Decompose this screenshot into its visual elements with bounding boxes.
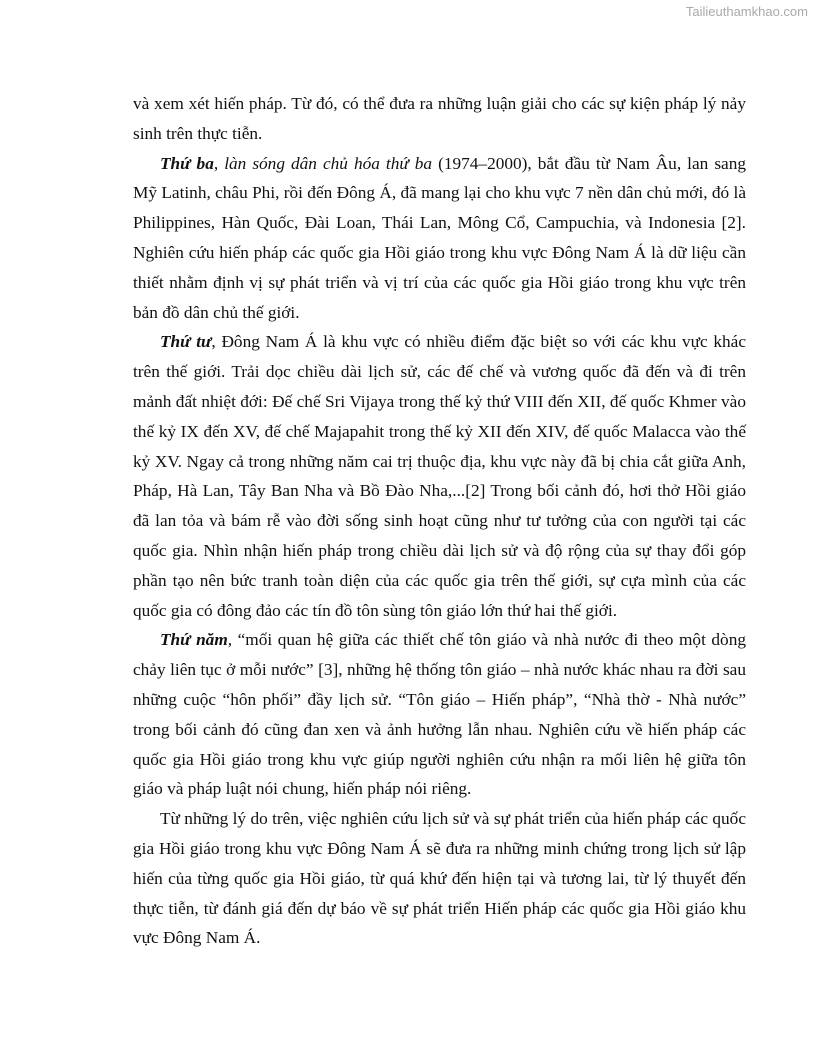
watermark: Tailieuthamkhao.com — [685, 4, 808, 19]
paragraph-2 — [133, 149, 746, 328]
paragraph-4-lead: Thứ năm — [160, 630, 228, 650]
paragraph-4-text: , “mối quan hệ giữa các thiết chế tôn giáo và nhà nước đi theo một dòng chảy liên tục ở mỗi nước” [3], những hệ thống tôn giáo – nhà nước khác nhau ra đời sau những cuộc “hôn phối” đầy lịch sử. “Tôn giáo – Hiến pháp”, “Nhà thờ - Nhà nước” trong bối cảnh đó cũng đan xen và ảnh hưởng lẫn nhau. Nghiên cứu về hiến pháp các quốc gia Hồi giáo trong khu vực giúp người nghiên cứu nhận ra mối liên hệ giữa tôn giáo và pháp luật nói chung, hiến pháp nói riêng. — [133, 630, 746, 799]
paragraph-3 — [133, 327, 746, 625]
paragraph-3-lead: Thứ tư — [160, 332, 212, 352]
paragraph-2-separator: , — [213, 153, 225, 173]
paragraph-5: Từ những lý do trên, việc nghiên cứu lịch sử và sự phát triển của hiến pháp các quốc gia Hồi giáo trong khu vực Đông Nam Á sẽ đưa ra những minh chứng trong lịch sử lập hiến của từng quốc gia Hồi giáo, từ quá khứ đến hiện tại và tương lai, từ lý thuyết đến thực tiễn, từ đánh giá đến dự báo về sự phát triển Hiến pháp các quốc gia Hồi giáo khu vực Đông Nam Á. — [133, 809, 746, 948]
paragraph-4 — [133, 625, 746, 804]
document-body — [133, 89, 746, 953]
paragraph-2-lead: Thứ ba — [160, 153, 214, 173]
paragraph-3-text: , Đông Nam Á là khu vực có nhiều điểm đặc biệt so với các khu vực khác trên thế giới. Trải dọc chiều dài lịch sử, các đế chế và vương quốc đã đến và đi trên mảnh đất nhiệt đới: Đế chế Sri Vijaya trong thế kỷ thứ VIII đến XII, đế quốc Khmer vào thế kỷ IX đến XV, đế chế Majapahit trong thế kỷ XII đến XIV, đế quốc Malacca vào thế kỷ XV. Ngay cả trong những năm cai trị thuộc địa, khu vực này đã bị chia cắt giữa Anh, Pháp, Hà Lan, Tây Ban Nha và Bồ Đào Nha,...[2] Trong bối cảnh đó, hơi thở Hồi giáo đã lan tỏa và bám rễ vào đời sống sinh hoạt cũng như tư tưởng của con người tại các quốc gia. Nhìn nhận hiến pháp trong chiều dài lịch sử và độ rộng của sự thay đổi góp phần tạo nên bức tranh toàn diện của các quốc gia trên thế giới, sự cựa mình của các quốc gia có đông đảo các tín đồ tôn sùng tôn giáo lớn thứ hai thế giới. — [133, 332, 746, 620]
paragraph-2-text: (1974–2000), bắt đầu từ Nam Âu, lan sang Mỹ Latinh, châu Phi, rồi đến Đông Á, đã mang lại cho khu vực 7 nền dân chủ mới, đó là Philippines, Hàn Quốc, Đài Loan, Thái Lan, Mông Cổ, Campuchia, và Indonesia [2]. Nghiên cứu hiến pháp các quốc gia Hồi giáo trong khu vực Đông Nam Á là dữ liệu cần thiết nhằm định vị sự phát triển và vị trí của các quốc gia Hồi giáo trong khu vực trên bản đồ dân chủ thế giới. — [133, 153, 746, 322]
paragraph-2-italic: làn sóng dân chủ hóa thứ ba — [224, 153, 433, 173]
paragraph-1: và xem xét hiến pháp. Từ đó, có thể đưa ra những luận giải cho các sự kiện pháp lý nảy sinh trên thực tiễn. — [133, 94, 746, 143]
